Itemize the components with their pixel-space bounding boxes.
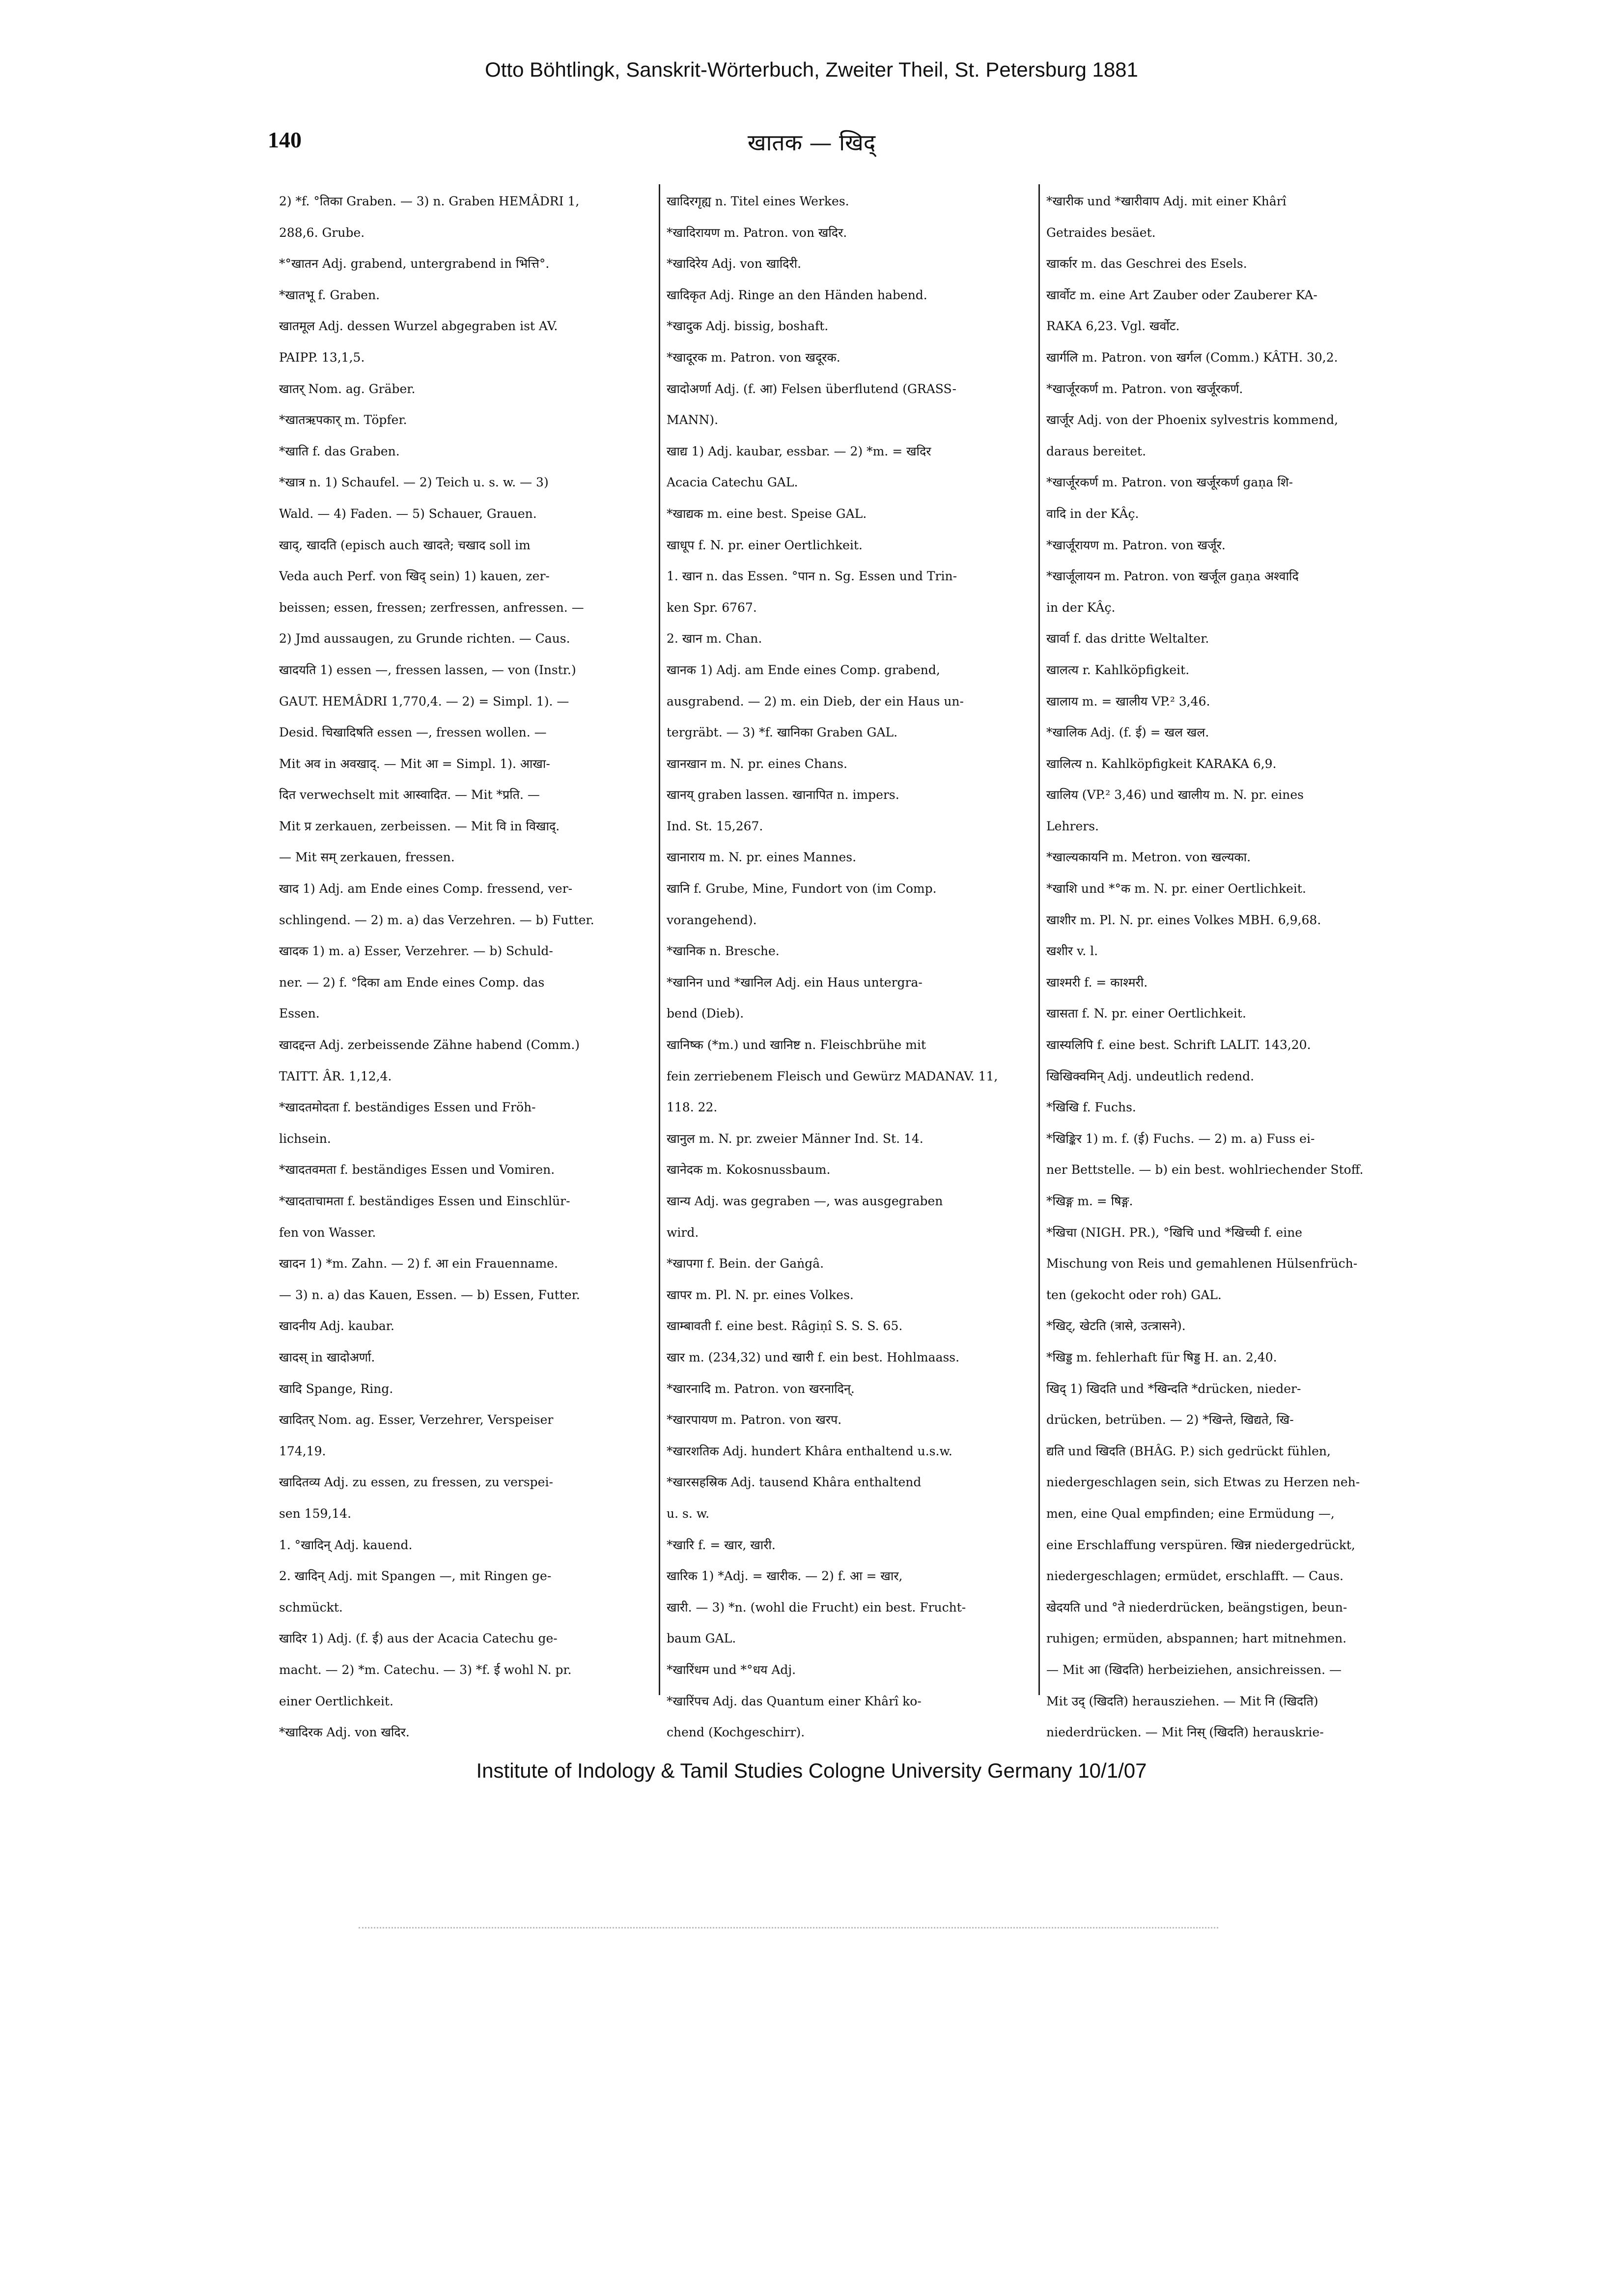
entry-line: खार्जूर Adj. von der Phoenix sylvestris kommend, [1046,413,1339,427]
entry-line: खार m. (234,32) und खारी f. ein best. Hohlmaass. [667,1350,960,1364]
entry-line: *खिङ्ग m. = षिङ्ग. [1046,1194,1133,1208]
entry-line: *खानिक n. Bresche. [667,944,780,959]
entry-line: *खातभू f. Graben. [279,287,380,302]
entry-line: niedergeschlagen sein, sich Etwas zu Herzen neh- [1046,1475,1360,1490]
entry-line: खाधूप f. N. pr. einer Oertlichkeit. [667,538,863,552]
column-divider [659,184,660,1695]
entry-line: खातमूल Adj. dessen Wurzel abgegraben ist AV. [279,319,558,334]
entry-line: खादक 1) m. a) Esser, Verzehrer. — b) Schuld- [279,944,553,959]
entry-line: *खिचा (NIGH. PR.), °खिचि und *खिच्ची f. eine [1046,1225,1303,1240]
entry-line: *खिड्ड m. fehlerhaft für षिड्ड H. an. 2,40. [1046,1350,1277,1364]
entry-line: Mischung von Reis und gemahlenen Hülsenfrüch- [1046,1256,1358,1271]
entry-line: in der KÂç. [1046,600,1116,615]
entry-line: *खार्जूरकर्ण m. Patron. von खर्जूरकर्ण. [1046,381,1243,396]
entry-line: दित verwechselt mit आस्वादित. — Mit *प्रति. — [279,788,540,802]
entry-line: 118. 22. [667,1100,718,1115]
entry-line: *खारशतिक Adj. hundert Khâra enthaltend u.s.w. [667,1444,952,1458]
entry-line: eine Erschlaffung verspüren. खिन्न niedergedrückt, [1046,1537,1355,1552]
entry-line: — Mit आ (खिदति) herbeiziehen, ansichreissen. — [1046,1662,1342,1677]
entry-line: einer Oertlichkeit. [279,1694,393,1708]
entry-line: fen von Wasser. [279,1225,376,1240]
entry-line: men, eine Qual empfinden; eine Ermüdung —, [1046,1506,1335,1521]
entry-line: Essen. [279,1006,320,1021]
entry-line: *खाति f. das Graben. [279,444,400,458]
entry-line: खासता f. N. pr. einer Oertlichkeit. [1046,1006,1246,1021]
entry-line: Ind. St. 15,267. [667,819,763,833]
entry-line: *खारपायण m. Patron. von खरप. [667,1413,842,1427]
entry-line: खादयति 1) essen —, fressen lassen, — von (Instr.) [279,662,576,677]
entry-line: खालाय m. = खालीय VP.² 3,46. [1046,694,1210,709]
entry-line: ken Spr. 6767. [667,600,757,615]
entry-line: खालिय (VP.² 3,46) und खालीय m. N. pr. eines [1046,788,1304,802]
entry-line: niedergeschlagen; ermüdet, erschlafft. — Caus. [1046,1569,1343,1584]
entry-line: *खातऋपकार् m. Töpfer. [279,413,407,427]
entry-line: *खादिरेय Adj. von खादिरी. [667,256,802,271]
entry-line: 174,19. [279,1444,326,1458]
entry-line: खादिर 1) Adj. (f. ई) aus der Acacia Catechu ge- [279,1631,558,1646]
entry-line: खेदयति und °ते niederdrücken, beängstigen, beun- [1046,1600,1347,1615]
entry-line: खानक 1) Adj. am Ende eines Comp. grabend, [667,662,940,677]
entry-line: खानि f. Grube, Mine, Fundort von (im Comp. [667,881,937,896]
entry-line: lichsein. [279,1131,331,1146]
entry-line: खाद 1) Adj. am Ende eines Comp. fressend, ver- [279,881,573,896]
entry-line: खशीर v. l. [1046,944,1098,959]
entry-line: chend (Kochgeschirr). [667,1725,805,1740]
page-number: 140 [268,127,302,152]
entry-line: Mit अव in अवखाद्. — Mit आ = Simpl. 1). आखा- [279,756,550,771]
entry-line: bend (Dieb). [667,1006,744,1021]
entry-line: wird. [667,1225,699,1240]
entry-line: खानाराय m. N. pr. eines Mannes. [667,850,857,865]
entry-line: *खिङ्किर 1) m. f. (ई) Fuchs. — 2) m. a) Fuss ei- [1046,1131,1315,1146]
entry-line: ner. — 2) f. °दिका am Ende eines Comp. das [279,975,545,990]
entry-line: — Mit सम् zerkauen, fressen. [279,850,455,865]
entry-line: खातर् Nom. ag. Gräber. [279,381,416,396]
entry-line: खालत्य r. Kahlköpfigkeit. [1046,662,1190,677]
entry-line: खानुल m. N. pr. zweier Männer Ind. St. 14. [667,1131,923,1146]
entry-line: खानेदक m. Kokosnussbaum. [667,1162,831,1177]
entry-line: Desid. चिखादिषति essen —, fressen wollen. — [279,725,547,740]
entry-line: खादस् in खादोअर्णा. [279,1350,375,1364]
entry-line: Wald. — 4) Faden. — 5) Schauer, Grauen. [279,506,537,521]
entry-line: खापर m. Pl. N. pr. eines Volkes. [667,1287,854,1302]
entry-line: *खादताचामता f. beständiges Essen und Einschlür- [279,1194,570,1208]
entry-line: खादद्दन्त Adj. zerbeissende Zähne habend (Comm.) [279,1038,580,1052]
entry-line: ruhigen; ermüden, abspannen; hart mitnehmen. [1046,1631,1347,1646]
column-1 [279,186,652,1748]
entry-line: fein zerriebenem Fleisch und Gewürz MADANAV. 11, [667,1069,998,1083]
entry-line: खादिरगृह्य n. Titel eines Werkes. [667,194,849,208]
entry-line: खानखान m. N. pr. eines Chans. [667,756,847,771]
entry-line: खादोअर्णा Adj. (f. आ) Felsen überflutend (GRASS- [667,381,956,396]
running-head: खातक — खिद् [747,129,876,156]
source-header: Otto Böhtlingk, Sanskrit-Wörterbuch, Zweiter Theil, St. Petersburg 1881 [485,58,1138,81]
entry-line: *खिखि f. Fuchs. [1046,1100,1136,1115]
entry-line: खाशीर m. Pl. N. pr. eines Volkes MBH. 6,9,68. [1046,912,1321,927]
entry-line: PAIPP. 13,1,5. [279,350,365,365]
entry-line: द्यति und खिदति (BHÂG. P.) sich gedrückt fühlen, [1046,1444,1331,1458]
entry-line: 2) Jmd aussaugen, zu Grunde richten. — Caus. [279,631,570,646]
entry-line: *°खातन Adj. grabend, untergrabend in भित्ति°. [279,256,550,271]
entry-line: *खालिक Adj. (f. ई) = खल खल. [1046,725,1209,740]
entry-line: drücken, betrüben. — 2) *खिन्ते, खिद्यते, खि- [1046,1413,1294,1427]
entry-line: u. s. w. [667,1506,710,1521]
entry-line: Veda auch Perf. von खिद् sein) 1) kauen, zer- [279,569,550,584]
entry-line: macht. — 2) *m. Catechu. — 3) *f. ई wohl N. pr. [279,1662,572,1677]
entry-line: *खादतवमता f. beständiges Essen und Vomiren. [279,1162,555,1177]
entry-line: खास्यलिपि f. eine best. Schrift LALIT. 143,20. [1046,1038,1311,1052]
entry-line: *खापगा f. Bein. der Gaṅgâ. [667,1256,824,1271]
entry-line: *खादिरायण m. Patron. von खदिर. [667,225,847,240]
entry-line: खादिकृत Adj. Ringe an den Händen habend. [667,287,927,302]
column-3 [1046,186,1420,1748]
entry-line: 2. खान m. Chan. [667,631,762,646]
entry-line: sen 159,14. [279,1506,352,1521]
entry-line: खान्य Adj. was gegraben —, was ausgegraben [667,1194,943,1208]
entry-line: *खादुक Adj. bissig, boshaft. [667,319,829,334]
entry-line: *खार्जूरकर्ण m. Patron. von खर्जूरकर्ण gaṇa शि- [1046,475,1293,490]
entry-line: *खारनादि m. Patron. von खरनादिन्. [667,1381,855,1396]
entry-line: niederdrücken. — Mit निस् (खिदति) herauskrie- [1046,1725,1324,1740]
column-divider [1038,184,1040,1695]
entry-line: *खादतमोदता f. beständiges Essen und Fröh- [279,1100,536,1115]
entry-line: *खाल्यकायनि m. Metron. von खल्यका. [1046,850,1251,865]
entry-line: खालित्य n. Kahlköpfigkeit KARAKA 6,9. [1046,756,1277,771]
entry-line: 1. खान n. das Essen. °पान n. Sg. Essen und Trin- [667,569,957,584]
entry-line: खाश्मरी f. = काश्मरी. [1046,975,1148,990]
entry-line: *खारि f. = खार, खारी. [667,1537,776,1552]
entry-line: *खाशि und *°क m. N. pr. einer Oertlichkeit. [1046,881,1306,896]
entry-line: खार्गलि m. Patron. von खर्गल (Comm.) KÂTH. 30,2. [1046,350,1338,365]
entry-line: Mit उद् (खिदति) herausziehen. — Mit नि (खिदति) [1046,1694,1318,1708]
entry-line: 2) *f. °तिका Graben. — 3) n. Graben HEMÂDRI 1, [279,194,580,208]
entry-line: *खिट्, खेटति (त्रासे, उत्त्रासने). [1046,1319,1186,1333]
entry-line: खानिष्क (*m.) und खानिष्ट n. Fleischbrühe mit [667,1038,926,1052]
entry-line: *खारीक und *खारीवाप Adj. mit einer Khârî [1046,194,1287,208]
entry-line: खिखिक्वमिन् Adj. undeutlich redend. [1046,1069,1255,1083]
entry-line: खादितव्य Adj. zu essen, zu fressen, zu verspei- [279,1475,553,1490]
entry-line: वादि in der KÂç. [1046,506,1139,521]
entry-line: *खादूरक m. Patron. von खदूरक. [667,350,840,365]
entry-line: baum GAL. [667,1631,736,1646]
entry-line: ten (gekocht oder roh) GAL. [1046,1287,1222,1302]
entry-line: *खार्जूरायण m. Patron. von खर्जूर. [1046,538,1226,552]
entry-line: खादनीय Adj. kaubar. [279,1319,394,1333]
entry-line: *खानिन und *खानिल Adj. ein Haus untergra- [667,975,923,990]
entry-line: खानय् graben lassen. खानापित n. impers. [667,788,899,802]
entry-line: Mit प्र zerkauen, zerbeissen. — Mit वि in विखाद्. [279,819,560,833]
entry-line: *खार्जूलायन m. Patron. von खर्जूल gaṇa अश्वादि [1046,569,1299,584]
entry-line: 288,6. Grube. [279,225,365,240]
entry-line: *खारिंपच Adj. das Quantum einer Khârî ko- [667,1694,922,1708]
entry-line: RAKA 6,23. Vgl. खर्वोट. [1046,319,1180,334]
entry-line: *खात्र n. 1) Schaufel. — 2) Teich u. s. w. — 3) [279,475,549,490]
entry-line: TAITT. ÂR. 1,12,4. [279,1069,392,1083]
column-2 [667,186,1030,1748]
entry-line: MANN). [667,413,719,427]
entry-line: खार्वोट m. eine Art Zauber oder Zauberer KA- [1046,287,1317,302]
entry-line: खादितर् Nom. ag. Esser, Verzehrer, Verspeiser [279,1413,554,1427]
entry-line: Getraides besäet. [1046,225,1156,240]
entry-line: खार्वा f. das dritte Weltalter. [1046,631,1209,646]
entry-line: daraus bereitet. [1046,444,1147,458]
entry-line: 2. खादिन् Adj. mit Spangen —, mit Ringen ge- [279,1569,552,1584]
entry-line: खादन 1) *m. Zahn. — 2) f. आ ein Frauenname. [279,1256,558,1271]
entry-line: *खादिरक Adj. von खदिर. [279,1725,410,1740]
entry-line: 1. °खादिन् Adj. kauend. [279,1537,413,1552]
entry-line: खिद् 1) खिदति und *खिन्दति *drücken, nieder- [1046,1381,1301,1396]
entry-line: *खारसहस्रिक Adj. tausend Khâra enthaltend [667,1475,922,1490]
entry-line: vorangehend). [667,912,757,927]
entry-line: खादि Spange, Ring. [279,1381,393,1396]
scan-artifact-line [359,1927,1218,1930]
entry-line: Acacia Catechu GAL. [667,475,798,490]
entry-line: beissen; essen, fressen; zerfressen, anfressen. — [279,600,584,615]
entry-line: *खारिंधम und *°धय Adj. [667,1662,796,1677]
entry-line: *खाद्यक m. eine best. Speise GAL. [667,506,867,521]
entry-line: खारिक 1) *Adj. = खारीक. — 2) f. आ = खार, [667,1569,903,1584]
entry-line: ner Bettstelle. — b) ein best. wohlriechender Stoff. [1046,1162,1364,1177]
entry-line: ausgrabend. — 2) m. ein Dieb, der ein Haus un- [667,694,964,709]
entry-line: — 3) n. a) das Kauen, Essen. — b) Essen, Futter. [279,1287,580,1302]
entry-line: Lehrers. [1046,819,1099,833]
entry-line: खाद्य 1) Adj. kaubar, essbar. — 2) *m. = खदिर [667,444,931,458]
entry-line: खाम्बावती f. eine best. Râgiṇî S. S. S. 65. [667,1319,903,1333]
entry-line: schlingend. — 2) m. a) das Verzehren. — b) Futter. [279,912,594,927]
footer-credit: Institute of Indology & Tamil Studies Cologne University Germany 10/1/07 [476,1759,1147,1782]
entry-line: schmückt. [279,1600,343,1615]
entry-line: GAUT. HEMÂDRI 1,770,4. — 2) = Simpl. 1). — [279,694,569,709]
entry-line: खाद्, खादति (episch auch खादते; चखाद soll im [279,538,531,552]
entry-line: खार्कार m. das Geschrei des Esels. [1046,256,1247,271]
entry-line: खारी. — 3) *n. (wohl die Frucht) ein best. Frucht- [667,1600,966,1615]
entry-line: tergräbt. — 3) *f. खानिका Graben GAL. [667,725,898,740]
